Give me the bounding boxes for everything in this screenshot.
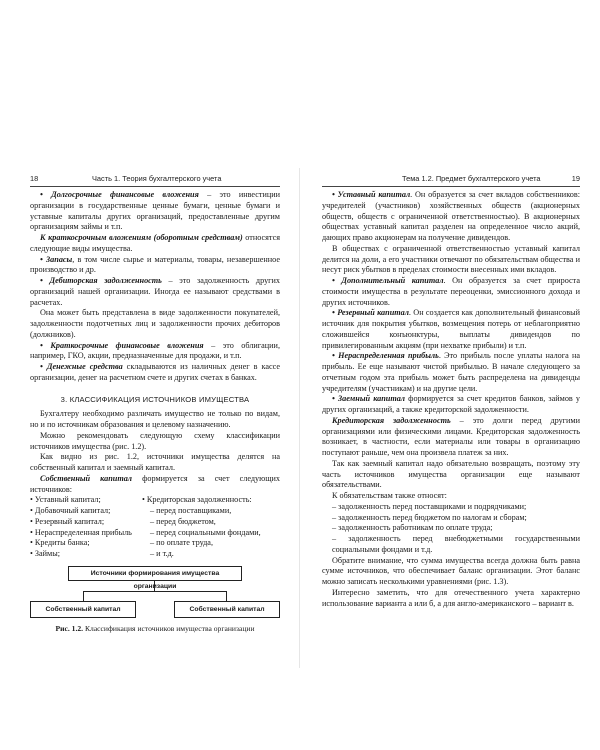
right-page: [300, 0, 600, 750]
paragraph: • Запасы, в том числе сырье и материалы, товары, незавершенное производство и др.: [30, 254, 280, 275]
list-item: – задолженность перед поставщиками и подрядчиками;: [332, 501, 527, 511]
diagram-connector: [226, 591, 227, 601]
list-item: • Нераспределенная прибыль: [30, 527, 132, 537]
list-item: • Добавочный капитал;: [30, 506, 111, 515]
paragraph: В обществах с ограниченной ответственностью уставный капитал делится на доли, а его участники отвечают по обязательствам общества и несут риск убытков в пределах стоимости внесенных ими вкладов.: [322, 243, 580, 275]
left-body: [30, 190, 280, 640]
list-item: – перед социальными фондами,: [150, 527, 261, 537]
right-body: [322, 190, 580, 609]
right-page-number: 19: [571, 174, 580, 183]
paragraph: Обратите внимание, что сумма имущества всегда должна быть равна сумме источников, что обеспечивает баланс организации. Этот баланс можно записать несколькими уравнениями (рис. 1.3).: [322, 555, 580, 586]
right-header-title: Тема 1.2. Предмет бухгалтерского учета: [402, 174, 541, 183]
diagram-left-box: Собственный капитал: [30, 601, 136, 618]
paragraph: Так как заемный капитал надо обязательно возвращать, поэтому эту часть источников имущества организации еще называют обязательствами.: [322, 458, 580, 490]
right-page-header: [322, 172, 580, 187]
left-page-header: [30, 172, 280, 187]
list-item: • Кредиторская задолженность:: [142, 495, 252, 505]
sources-diagram: [30, 566, 280, 640]
paragraph: • Уставный капитал. Он образуется за счет вкладов собственников: учредителей (участников) хозяйственных обществ (акционерных обществ, обществ с ограниченной ответственностью). В акционерных обществах уставный капитал разделен на определенное число акций, дающих право акционерам на получение дивидендов.: [322, 190, 580, 242]
list-item: • Уставный капитал;: [30, 495, 101, 505]
left-header-title: Часть 1. Теория бухгалтерского учета: [92, 174, 222, 183]
list-item: – задолженность работникам по оплате труда;: [332, 523, 493, 533]
diagram-connector: [154, 581, 155, 591]
list-item: • Займы;: [30, 549, 60, 558]
paragraph: • Нераспределенная прибыль. Это прибыль после уплаты налога на прибыль. Ее еще называют чистой прибылью. В начале следующего за отчетным годом эта прибыль может быть распределена на дивиденды учредителям (участникам) и на другие цели.: [322, 351, 580, 393]
list-item: – по оплате труда,: [150, 538, 213, 548]
list-item: – перед поставщиками,: [150, 506, 232, 515]
own-capital-list: [30, 495, 142, 560]
paragraph: Кредиторская задолженность – это долги перед другими организациями или физическими лицами. Кредиторская задолженность возникает, в частности, если материалы или товары в организацию поступают раньше, чем она произвела платеж за них.: [322, 415, 580, 457]
figure-caption: Рис. 1.2. Классификация источников имущества организации: [55, 623, 255, 633]
diagram-top-box: Источники формирования имущества организации: [68, 566, 242, 581]
list-item: • Резервный капитал;: [30, 516, 105, 526]
paragraph: • Дополнительный капитал. Он образуется за счет прироста стоимости имущества в результате переоценки, эмиссионного дохода и других источников.: [322, 276, 580, 307]
paragraph: • Долгосрочные финансовые вложения – это инвестиции организации в государственные ценные бумаги, ценные бумаги и уставные капиталы других организаций, предоставленные другим организациям займы и т.п.: [30, 190, 280, 232]
section-title: 3. КЛАССИФИКАЦИЯ ИСТОЧНИКОВ ИМУЩЕСТВА: [60, 394, 250, 404]
list-item: – задолженность перед бюджетом по налогам и сборам;: [332, 512, 527, 522]
paragraph: Как видно из рис. 1.2, источники имущества делятся на собственный капитал и заемный капитал.: [30, 452, 280, 472]
paragraph: Бухгалтеру необходимо различать имущество не только по видам, но и по источникам образования и целевому назначению.: [30, 409, 280, 429]
diagram-connector: [83, 591, 84, 601]
paragraph: • Денежные средства складываются из наличных денег в кассе организации, денег на расчетном счете и других счетах в банках.: [30, 362, 280, 382]
list-item: • Кредиты банка;: [30, 538, 90, 548]
list-item: – и т.д.: [150, 549, 174, 558]
paragraph: Интересно заметить, что для отечественного учета характерно использование варианта а или б, а для англо-американского – вариант в.: [322, 587, 580, 608]
paragraph: • Дебиторская задолженность – это задолженность других организаций нашей организации. Иногда ее называют средствами в расчетах.: [30, 276, 280, 307]
paragraph: • Краткосрочные финансовые вложения – это облигации, например, ГКО, акции, предназначенные для продажи, и т.п.: [30, 340, 280, 361]
list-item: – задолженность перед внебюджетными государственными социальными фондами и т.д.: [332, 534, 580, 554]
paragraph: Можно рекомендовать следующую схему классификации источников имущества (рис. 1.2).: [30, 430, 280, 451]
diagram-connector: [83, 591, 227, 592]
paragraph: Собственный капитал формируется за счет следующих источников:: [30, 473, 280, 494]
paragraph: К обязательствам также относят:: [332, 491, 447, 500]
list-item: – перед бюджетом,: [150, 516, 216, 526]
paragraph: К краткосрочным вложениям (оборотным средствам) относятся следующие виды имущества.: [30, 233, 280, 253]
capital-sources-lists: [30, 495, 280, 560]
paragraph: • Заемный капитал формируется за счет кредитов банков, займов у других организаций, а также кредиторской задолженности.: [322, 394, 580, 414]
paragraph: • Резервный капитал. Он создается как дополнительный финансовый источник для покрытия убытков, возмещения потерь от неблагоприятно сложившейся конъюнктуры, выплаты дивидендов по привилегированным акциям (при нехватке прибыли) и т.п.: [322, 308, 580, 350]
left-page-number: 18: [30, 174, 39, 183]
payables-list: [142, 495, 280, 560]
diagram-right-box: Собственный капитал: [174, 601, 280, 618]
paragraph: Она может быть представлена в виде задолженности покупателей, задолженности подотчетных лиц и задолженности прочих дебиторов (должников).: [30, 308, 280, 339]
